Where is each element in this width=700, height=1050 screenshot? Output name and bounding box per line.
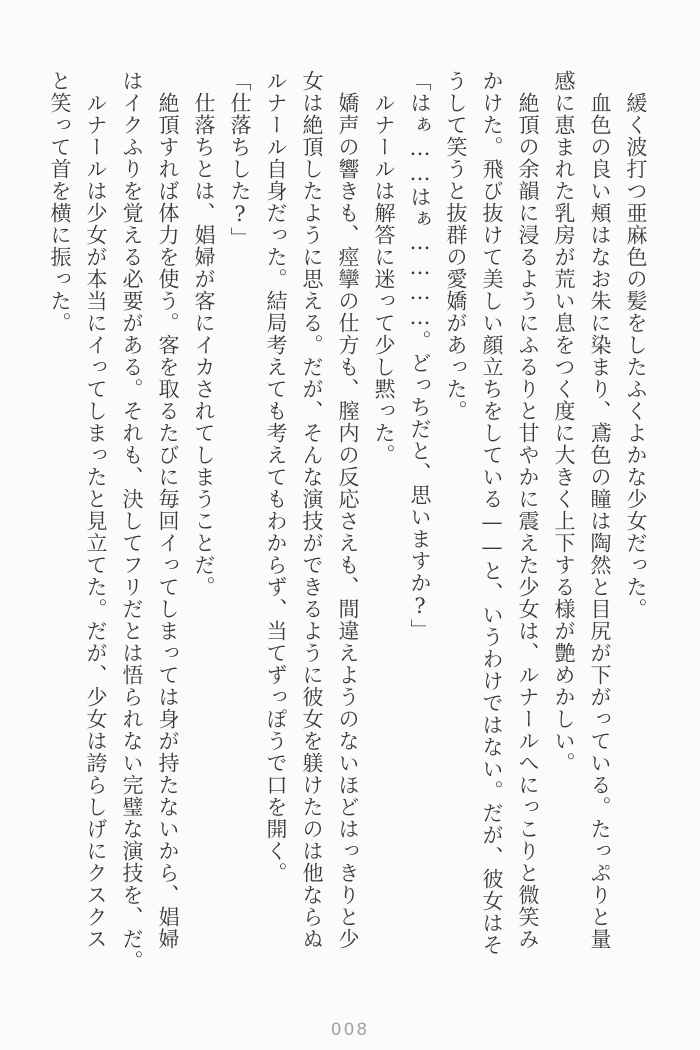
text-line: 血色の良い頬はなお朱に染まり、鳶色の瞳は陶然と目尻が下がっている。たっぷりと量 <box>588 92 612 950</box>
text-line: ルナールは少女が本当にイってしまったと見立てた。だが、少女は誇らしげにクスクス <box>84 92 108 950</box>
text-line: うして笑うと抜群の愛嬌があった。 <box>444 70 468 422</box>
text-line: と笑って首を横に振った。 <box>48 70 72 334</box>
text-line: 仕落ちとは、娼婦が客にイカされてしまうことだ。 <box>192 92 216 598</box>
text-line: ルナール自身だった。結局考えても考えてもわからず、当てずっぽうで口を開く。 <box>264 70 288 884</box>
text-line: かけた。飛び抜けて美しい顔立ちをしている——と、いうわけではない。だが、彼女はそ <box>480 70 504 956</box>
text-line: 「仕落ちした?」 <box>228 70 252 249</box>
text-line: 絶頂の余韻に浸るようにふるりと甘やかに震えた少女は、ルナールへにっこりと微笑み <box>516 92 540 950</box>
text-line: 「はぁ……はぁ…………。どっちだと、思いますか?」 <box>408 70 432 641</box>
text-line: 嬌声の響きも、痙攣の仕方も、膣内の反応さえも、間違えようのないほどはっきりと少 <box>336 92 360 950</box>
text-line: はイクふりを覚える必要がある。それも、決してフリだとは悟られない完璧な演技を、だ。 <box>120 70 144 972</box>
page-number: 008 <box>330 1020 370 1040</box>
text-block <box>42 70 654 972</box>
text-line: 感に恵まれた乳房が荒い息をつく度に大きく上下する様が艶めかしい。 <box>552 70 576 774</box>
text-line: 絶頂すれば体力を使う。客を取るたびに毎回イってしまっては身が持たないから、娼婦 <box>156 92 180 950</box>
text-line: 緩く波打つ亜麻色の髪をしたふくよかな少女だった。 <box>624 92 648 620</box>
text-line: ルナールは解答に迷って少し黙った。 <box>372 92 396 466</box>
text-line: 女は絶頂したように思える。だが、そんな演技ができるように彼女を躾けたのは他ならぬ <box>300 70 324 950</box>
